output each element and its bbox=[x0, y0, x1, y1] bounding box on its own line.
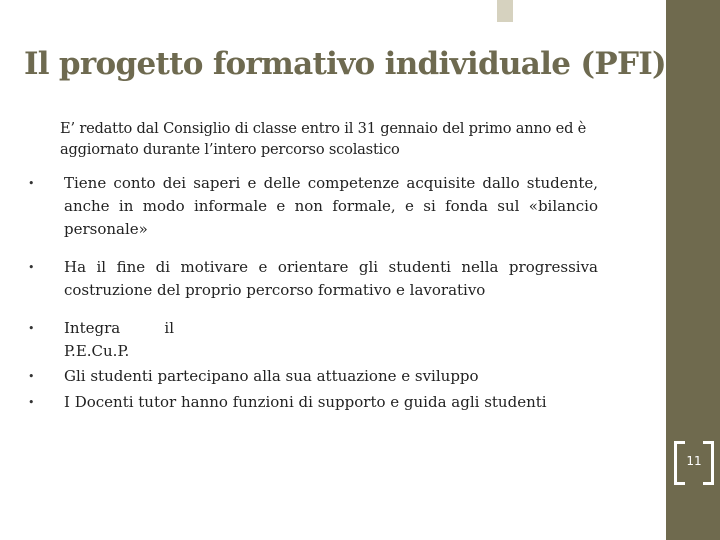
bullet-text: Tiene conto dei saperi e delle competenze acquisite dallo studente, anche in modo informale e non formale, e si fonda sul «bilancio personale» bbox=[64, 174, 598, 238]
bullet-dot: • bbox=[28, 396, 35, 409]
page-number-badge bbox=[674, 441, 714, 481]
bullet-text: I Docenti tutor hanno funzioni di supporto e guida agli studenti bbox=[64, 393, 547, 411]
top-accent-bar bbox=[497, 0, 513, 22]
bullet-text: Ha il fine di motivare e orientare gli studenti nella progressiva costruzione del proprio percorso formativo e lavorativo bbox=[64, 258, 598, 299]
bullet-text: Integra il P.E.Cu.P. bbox=[64, 319, 174, 360]
bullet-list bbox=[28, 172, 598, 414]
bullet-dot: • bbox=[28, 370, 35, 383]
bullet-item bbox=[28, 391, 594, 414]
bullet-dot: • bbox=[28, 261, 35, 274]
slide-title: Il progetto formativo individuale (PFI) bbox=[23, 46, 667, 82]
bullet-dot: • bbox=[28, 322, 35, 335]
bullet-item bbox=[28, 172, 598, 241]
bullet-item bbox=[28, 365, 598, 388]
bullet-item bbox=[28, 256, 598, 302]
bullet-text: Gli studenti partecipano alla sua attuazione e sviluppo bbox=[64, 367, 479, 385]
page-number: 11 bbox=[686, 454, 702, 468]
bullet-dot: • bbox=[28, 177, 35, 190]
intro-paragraph: E’ redatto dal Consiglio di classe entro il 31 gennaio del primo anno ed è aggiornato durante l’intero percorso scolastico bbox=[60, 120, 587, 158]
bullet-item bbox=[28, 317, 174, 363]
